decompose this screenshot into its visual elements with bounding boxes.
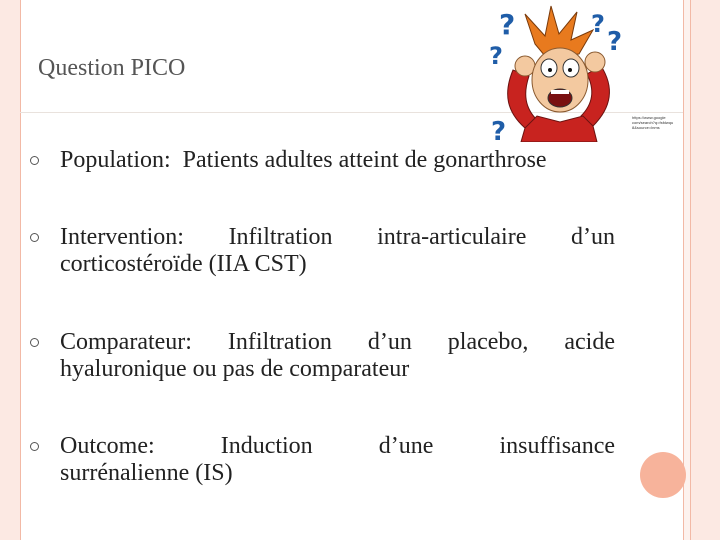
bullet-icon <box>30 233 39 242</box>
item-word: Induction <box>220 433 313 459</box>
slide-title: Question PICO <box>38 55 186 81</box>
item-word: d’un <box>367 329 412 355</box>
item-word: intra-articulaire <box>377 224 527 250</box>
left-frame-border <box>0 0 20 540</box>
item-label: Population: <box>60 147 171 173</box>
question-mark-icon: ? <box>489 42 503 70</box>
item-word: d’une <box>378 433 434 459</box>
item-label: Outcome: <box>60 433 155 459</box>
image-source-caption <box>632 115 688 130</box>
image-credit-line: 8&source=lnms <box>632 125 660 130</box>
pico-outcome-item <box>60 433 615 487</box>
item-label: Intervention: <box>60 224 184 250</box>
item-word: Infiltration <box>227 329 332 355</box>
question-mark-icon: ? <box>607 27 623 57</box>
pico-intervention-item <box>60 224 615 278</box>
item-word: d’un <box>570 224 615 250</box>
image-credit-line: https://www.google <box>632 115 666 120</box>
bullet-icon <box>30 338 39 347</box>
pico-comparateur-item <box>60 329 615 383</box>
item-continuation: hyaluronique ou pas de comparateur <box>60 356 410 382</box>
image-credit-line: com/search?q=fsfdwqu <box>632 120 674 125</box>
bullet-icon <box>30 156 39 165</box>
right-frame-line-outer <box>690 0 691 540</box>
question-mark-icon: ? <box>591 10 605 38</box>
left-frame-line <box>20 0 21 540</box>
accent-circle <box>640 452 686 498</box>
pico-population-item <box>60 147 615 174</box>
item-label: Comparateur: <box>60 329 192 355</box>
item-word: Infiltration <box>228 224 333 250</box>
item-word: placebo, <box>447 329 529 355</box>
bullet-icon <box>30 442 39 451</box>
question-mark-icon: ? <box>491 117 507 142</box>
right-frame-border <box>690 0 720 540</box>
confused-character-illustration <box>485 4 633 142</box>
right-frame-panel <box>683 0 690 540</box>
item-continuation: corticostéroïde (IIA CST) <box>60 251 307 277</box>
item-word: insuffisance <box>499 433 615 459</box>
item-continuation: surrénalienne (IS) <box>60 460 233 486</box>
item-word: acide <box>564 329 615 355</box>
right-frame-line-inner <box>683 0 684 540</box>
item-text: Patients adultes atteint de gonarthrose <box>182 147 547 173</box>
question-mark-icon: ? <box>499 8 516 41</box>
